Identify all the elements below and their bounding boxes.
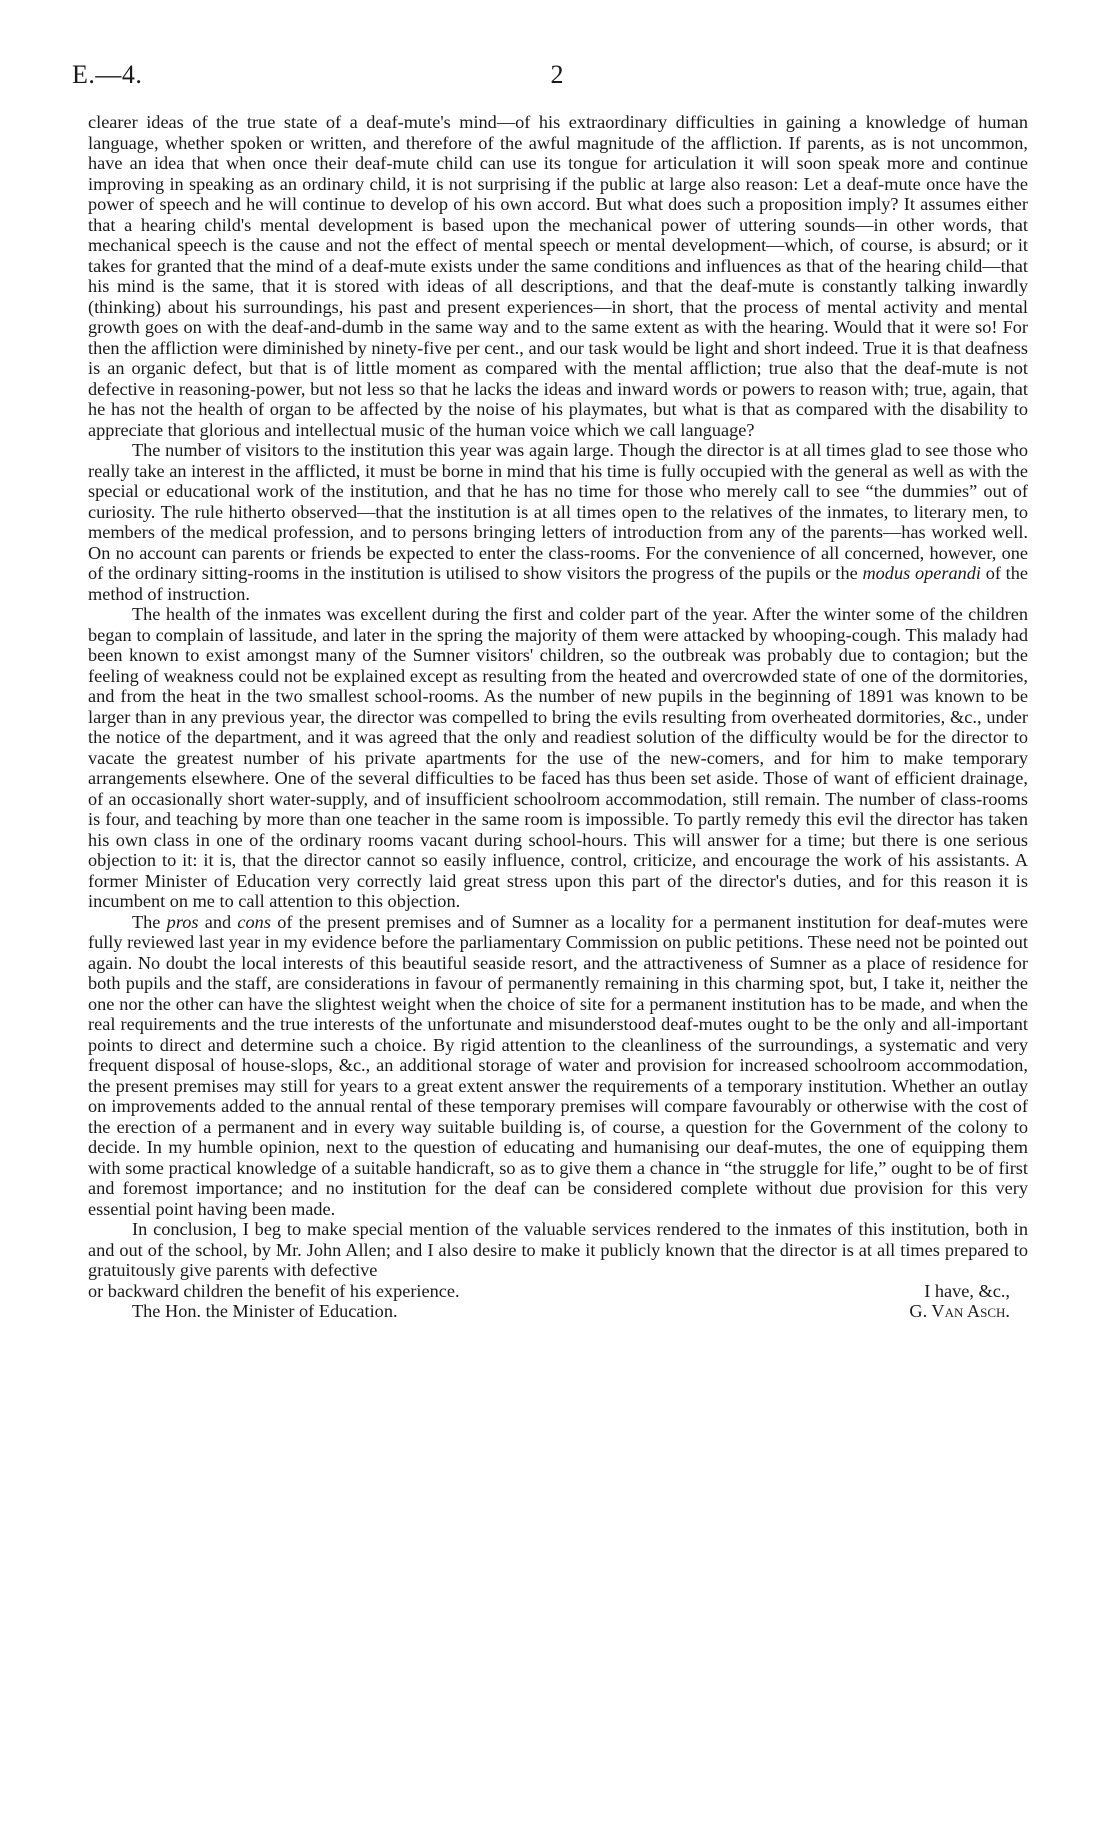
- page-header: [72, 60, 1042, 94]
- paragraph-4: [88, 912, 1028, 1220]
- cons-italic: cons: [237, 911, 271, 932]
- paragraph-4-start: The: [132, 911, 161, 932]
- closing-salutation: I have, &c.,: [924, 1280, 1010, 1301]
- paragraph-2-end: of the method of instruction.: [88, 563, 1029, 604]
- closing-line: [88, 1281, 1028, 1302]
- paragraph-2-text: The number of visitors to the institution this year was again large. Though the director is at all times glad to see those who really take an interest in the afflicted, it must be borne in mind that his time is fully occupied with the general as well as with the special or educational work of the institution, and that he has no time for those who merely call to see “the dummies” out of curiosity. The rule hitherto observed—that the institution is at all times open to the relatives of the inmates, to literary men, to members of the medical profession, and to persons bringing letters of introduction from any of the parents—has worked well. On no account can parents or friends be expected to enter the class-rooms. For the convenience of all concerned, however, one of the ordinary sitting-rooms in the institution is utilised to show visitors the progress of the pupils or the: [88, 440, 1028, 583]
- addressee: The Hon. the Minister of Education.: [132, 1301, 398, 1321]
- paragraph-4-text: of the present premises and of Sumner as a locality for a permanent institution for deaf-mutes were fully reviewed last year in my evidence before the parliamentary Commission on public petitions. These need not be pointed out again. No doubt the local interests of this beautiful seaside resort, and the attractiveness of Sumner as a place of residence for both pupils and the staff, are considerations in favour of permanently remaining in this charming spot, but, I take it, neither the one nor the other can have the slightest weight when the choice of site for a permanent institution has to be made, and when the real requirements and the true interests of the unfortunate and misunderstood deaf-mutes ought to be the only and all-important points to direct and determine such a choice. By rigid attention to the cleanliness of the surroundings, a systematic and very frequent disposal of house-slops, &c., an additional storage of water and provision for increased schoolroom accommodation, the present premises may still for years to a great extent answer the requirements of a temporary institution. Whether an outlay on improvements added to the annual rental of these temporary premises will compare favourably or otherwise with the cost of the erection of a permanent and in every way suitable building is, of course, a question for the Government of the colony to decide. In my humble opinion, next to the question of educating and humanising our deaf-mutes, the one of equipping them with some practical knowledge of a suitable handicraft, so as to give them a chance in “the struggle for life,” ought to be of first and foremost importance; and no institution for the deaf can be considered complete without due provision for this very essential point having been made.: [88, 911, 1028, 1219]
- paragraph-5-last-line: or backward children the benefit of his experience.: [88, 1280, 460, 1301]
- paragraph-2: [88, 440, 1028, 604]
- document-reference: E.—4.: [72, 60, 143, 89]
- paragraph-4-and: and: [204, 911, 232, 932]
- pros-italic: pros: [166, 911, 199, 932]
- paragraph-1: clearer ideas of the true state of a deaf-mute's mind—of his extraordinary difficulties in gaining a knowledge of human language, whether spoken or written, and therefore of the awful magnitude of the affliction. If parents, as is not uncommon, have an idea that when once their deaf-mute child can use its tongue for articulation it will soon speak more and continue improving in speaking as an ordinary child, it is not surprising if the public at large also reason: Let a deaf-mute once have the power of speech and he will continue to develop of his own accord. But what does such a proposition imply? It assumes either that a hearing child's mental development is based upon the mechanical power of uttering sounds—in other words, that mechanical speech is the cause and not the effect of mental speech or mental development—which, of course, is absurd; or it takes for granted that the mind of a deaf-mute exists under the same conditions and influences as that of the hearing child—that his mind is the same, that it is stored with ideas of all descriptions, and that the deaf-mute is constantly talking inwardly (thinking) about his surroundings, his past and present experiences—in short, that the process of mental activity and mental growth goes on with the deaf-and-dumb in the same way and to the same extent as with the hearing. Would that it were so! For then the affliction were diminished by ninety-five per cent., and our task would be light and short indeed. True it is that deafness is an organic defect, but that is of little moment as compared with the mental affliction; true also that the deaf-mute is not defective in reasoning-power, but not less so that he lacks the ideas and inward words or powers to reason with; true, again, that he has not the health of organ to be affected by the noise of his playmates, but what is that as compared with the disability to appreciate that glorious and intellectual music of the human voice which we call language?: [88, 112, 1028, 440]
- signer-name: G. Van Asch.: [909, 1301, 1010, 1321]
- page-number: 2: [550, 60, 564, 89]
- modus-operandi-italic: modus operandi: [862, 563, 981, 583]
- signature-line: [88, 1301, 1028, 1322]
- body-text: [88, 112, 1028, 1322]
- paragraph-5: In conclusion, I beg to make special mention of the valuable services rendered to the inmates of this institution, both in and out of the school, by Mr. John Allen; and I also desire to make it publicly known that the director is at all times prepared to gratuitously give parents with defective: [88, 1219, 1028, 1280]
- paragraph-3: The health of the inmates was excellent during the first and colder part of the year. After the winter some of the children began to complain of lassitude, and later in the spring the majority of them were attacked by whooping-cough. This malady had been known to exist amongst many of the Sumner visitors' children, so the outbreak was probably due to contagion; but the feeling of weakness could not be explained except as resulting from the heated and overcrowded state of one of the dormitories, and from the heat in the two smallest school-rooms. As the number of new pupils in the beginning of 1891 was known to be larger than in any previous year, the director was compelled to bring the evils resulting from overheated dormitories, &c., under the notice of the department, and it was agreed that the only and readiest solution of the difficulty would be for the director to vacate the greatest number of his private apartments for the use of the new-comers, and for him to make temporary arrangements elsewhere. One of the several difficulties to be faced has thus been set aside. Those of want of efficient drainage, of an occasionally short water-supply, and of insufficient schoolroom accommodation, still remain. The number of class-rooms is four, and teaching by more than one teacher in the same room is impossible. To partly remedy this evil the director has taken his own class in one of the ordinary rooms vacant during school-hours. This will answer for a time; but there is one serious objection to it: it is, that the director cannot so easily influence, control, criticize, and encourage the work of his assistants. A former Minister of Education very correctly laid great stress upon this part of the director's duties, and for this reason it is incumbent on me to call attention to this objection.: [88, 604, 1028, 911]
